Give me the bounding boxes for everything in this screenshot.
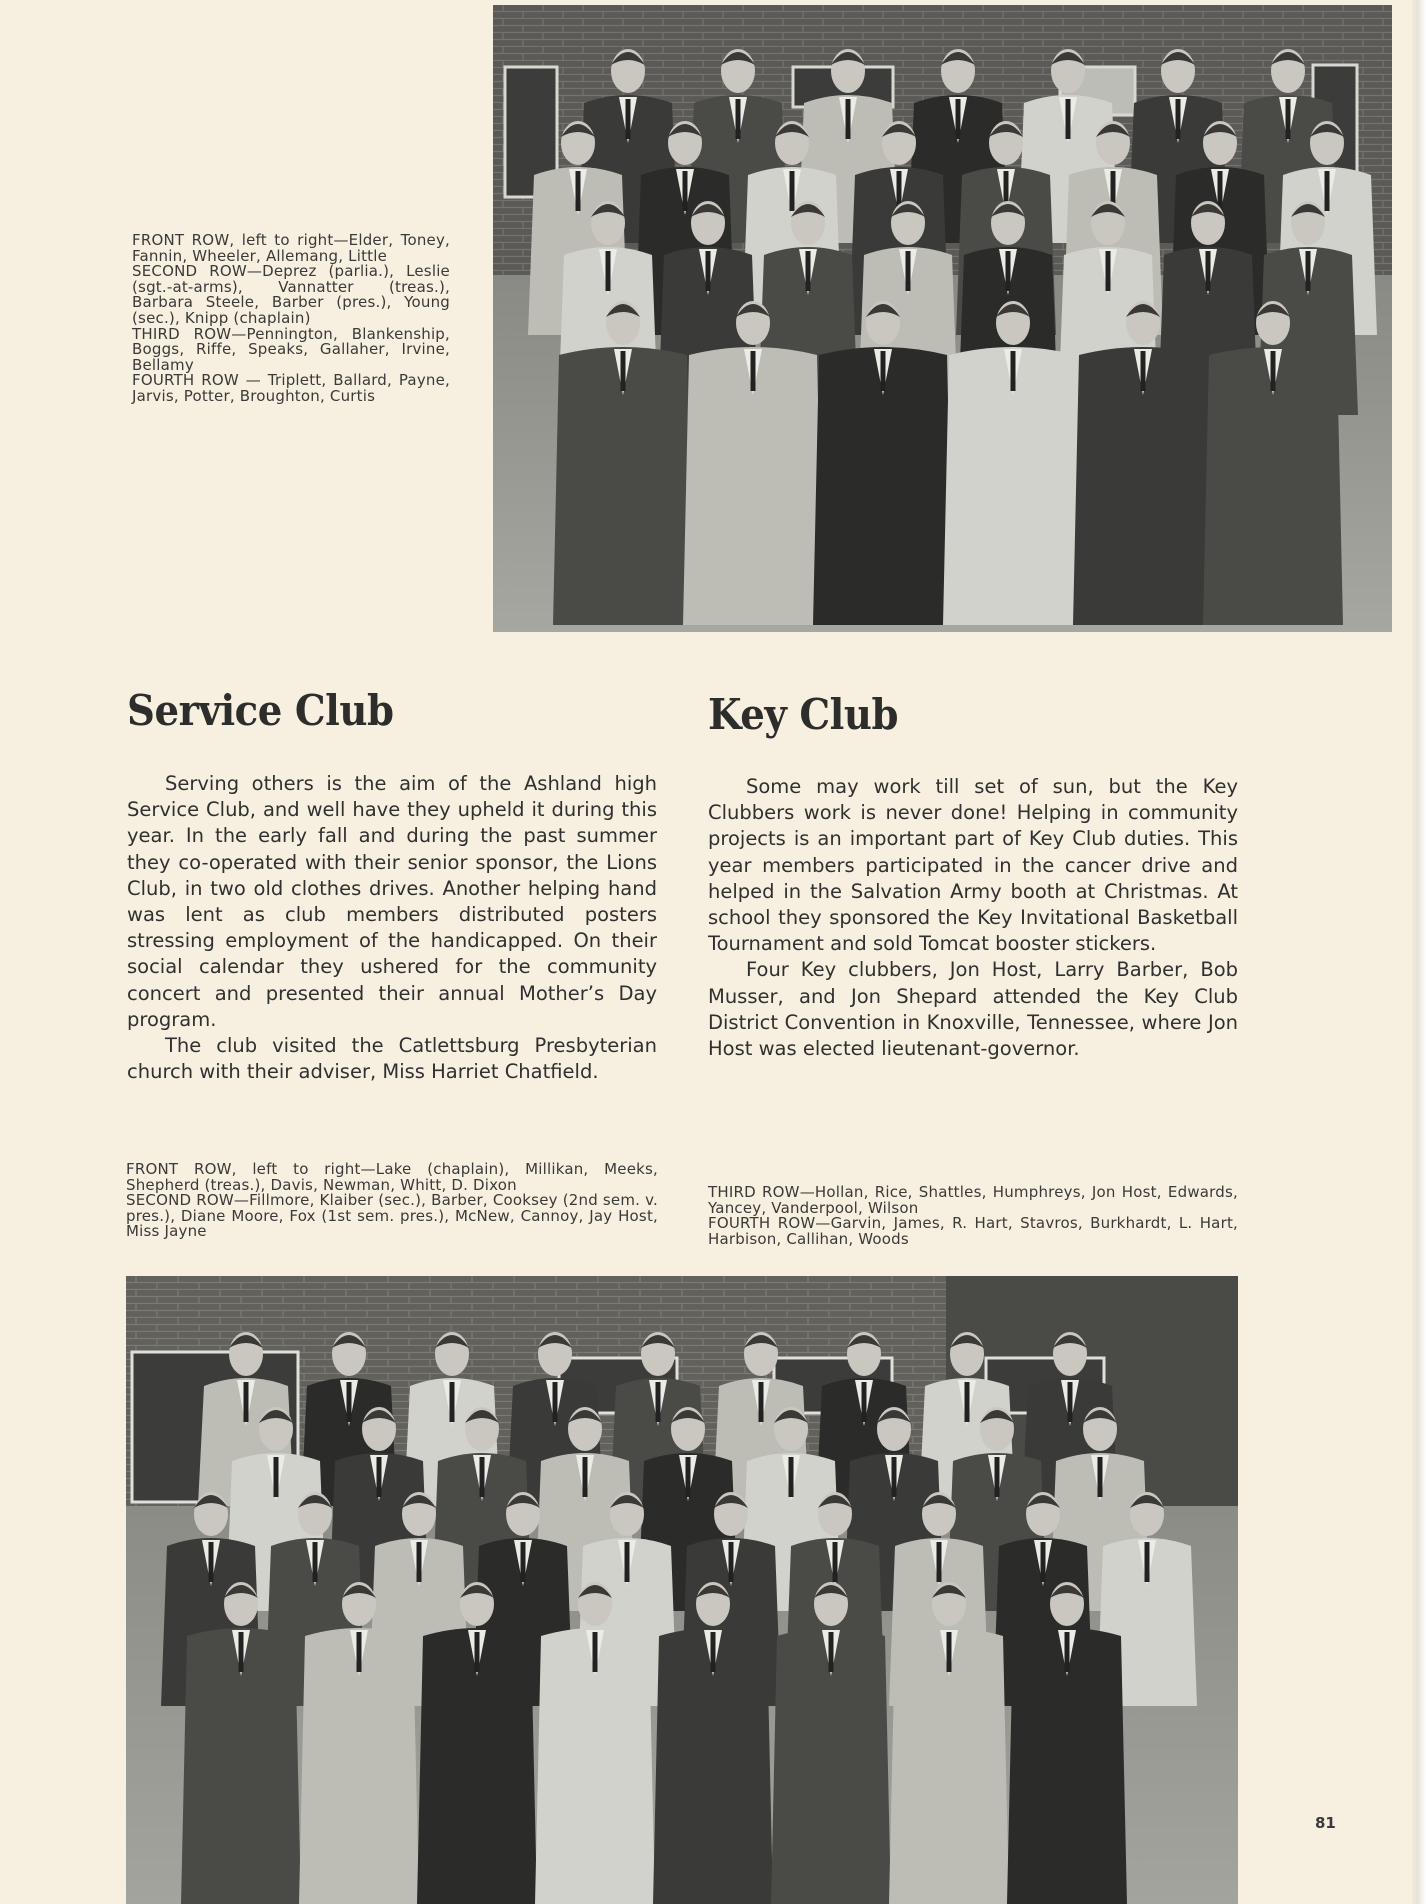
page-edge bbox=[1412, 0, 1426, 1904]
person-tie bbox=[626, 99, 631, 139]
person-tie bbox=[706, 251, 711, 291]
person-tie bbox=[357, 1632, 362, 1672]
person-tie bbox=[686, 1457, 691, 1497]
person-tie bbox=[583, 1457, 588, 1497]
service-club-title: Service Club bbox=[127, 686, 394, 735]
person-tie bbox=[1065, 1632, 1070, 1672]
person-tie bbox=[1286, 99, 1291, 139]
person-tie bbox=[1306, 251, 1311, 291]
person-tie bbox=[789, 1457, 794, 1497]
person-tie bbox=[947, 1632, 952, 1672]
person-tie bbox=[995, 1457, 1000, 1497]
person-tie bbox=[480, 1457, 485, 1497]
caption-third-row: THIRD ROW—Hollan, Rice, Shattles, Humphreys, Jon Host, Edwards, Yancey, Vanderpool, Wilson bbox=[708, 1183, 1238, 1217]
key-club-photo bbox=[126, 1276, 1238, 1904]
person-tie bbox=[656, 1382, 661, 1422]
caption-fourth-row: FOURTH ROW — Triplett, Ballard, Payne, Jarvis, Potter, Broughton, Curtis bbox=[132, 371, 450, 405]
person-tie bbox=[1066, 99, 1071, 139]
key-club-photo-caption-right bbox=[708, 1185, 1238, 1247]
service-club-article bbox=[127, 771, 657, 1085]
person-tie bbox=[1206, 251, 1211, 291]
person-tie bbox=[1145, 1542, 1150, 1582]
person-tie bbox=[274, 1457, 279, 1497]
person-tie bbox=[576, 171, 581, 211]
person-tie bbox=[759, 1382, 764, 1422]
person-tie bbox=[862, 1382, 867, 1422]
key-club-photo-caption-left bbox=[126, 1162, 658, 1240]
person-tie bbox=[833, 1542, 838, 1582]
person-tie bbox=[313, 1542, 318, 1582]
person-tie bbox=[209, 1542, 214, 1582]
service-club-photo-caption bbox=[132, 233, 450, 405]
person-tie bbox=[1325, 171, 1330, 211]
caption-front-row: FRONT ROW, left to right—Lake (chaplain), Millikan, Meeks, Shepherd (treas.), Davis, Newman, Whitt, D. Dixon bbox=[126, 1160, 658, 1194]
person-tie bbox=[892, 1457, 897, 1497]
person-tie bbox=[347, 1382, 352, 1422]
person-tie bbox=[621, 351, 626, 391]
group-photo-graphic bbox=[126, 1276, 1238, 1904]
person-tie bbox=[683, 171, 688, 211]
caption-front-row: FRONT ROW, left to right—Elder, Toney, Fannin, Wheeler, Allemang, Little bbox=[132, 231, 450, 265]
key-club-paragraph: Four Key clubbers, Jon Host, Larry Barber, Bob Musser, and Jon Shepard attended the Key Club District Convention in Knoxville, Tennessee, where Jon Host was elected lieutenant-governor. bbox=[708, 958, 1238, 1061]
person-tie bbox=[625, 1542, 630, 1582]
person-tie bbox=[790, 171, 795, 211]
person-tie bbox=[593, 1632, 598, 1672]
caption-second-row: SECOND ROW—Fillmore, Klaiber (sec.), Barber, Cooksey (2nd sem. v. pres.), Diane Moore, Fox (1st sem. pres.), McNew, Cannoy, Jay Host, Miss Jayne bbox=[126, 1191, 658, 1241]
person-tie bbox=[1041, 1542, 1046, 1582]
key-club-article bbox=[708, 774, 1238, 1062]
person-tie bbox=[829, 1632, 834, 1672]
person-tie bbox=[553, 1382, 558, 1422]
person-tie bbox=[239, 1632, 244, 1672]
person-tie bbox=[417, 1542, 422, 1582]
person-tie bbox=[244, 1382, 249, 1422]
person-tie bbox=[475, 1632, 480, 1672]
key-club-paragraph: Some may work till set of sun, but the Key Clubbers work is never done! Helping in community projects is an important part of Key Club duties. This year members participated in the cancer drive and helped in the Salvation Army booth at Christmas. At school they sponsored the Key Invitational Basketball Tournament and sold Tomcat booster stickers. bbox=[708, 775, 1238, 956]
person-tie bbox=[906, 251, 911, 291]
person-tie bbox=[1271, 351, 1276, 391]
person-tie bbox=[1006, 251, 1011, 291]
person-tie bbox=[965, 1382, 970, 1422]
person-tie bbox=[937, 1542, 942, 1582]
service-club-paragraph: Serving others is the aim of the Ashland high Service Club, and well have they upheld it during this year. In the early fall and during the past summer they co-operated with their senior sponsor, the Lions Club, in two old clothes drives. Another helping hand was lent as club members distributed posters stressing employment of the handicapped. On their social calendar they ushered for the community concert and presented their annual Mother’s Day program. bbox=[127, 772, 657, 1031]
person-tie bbox=[377, 1457, 382, 1497]
person-tie bbox=[729, 1542, 734, 1582]
service-club-paragraph: The club visited the Catlettsburg Presbyterian church with their adviser, Miss Harriet Chatfield. bbox=[127, 1034, 657, 1084]
person-tie bbox=[956, 99, 961, 139]
person-tie bbox=[846, 99, 851, 139]
person-tie bbox=[1176, 99, 1181, 139]
service-club-photo bbox=[493, 5, 1392, 632]
person-tie bbox=[1068, 1382, 1073, 1422]
person-tie bbox=[450, 1382, 455, 1422]
person-tie bbox=[806, 251, 811, 291]
person-tie bbox=[521, 1542, 526, 1582]
person-tie bbox=[1106, 251, 1111, 291]
person-tie bbox=[1218, 171, 1223, 211]
group-photo-graphic bbox=[493, 5, 1392, 632]
page-number: 81 bbox=[1315, 1814, 1336, 1832]
person-tie bbox=[1098, 1457, 1103, 1497]
key-club-title: Key Club bbox=[708, 690, 899, 739]
person-tie bbox=[736, 99, 741, 139]
person-tie bbox=[711, 1632, 716, 1672]
caption-fourth-row: FOURTH ROW—Garvin, James, R. Hart, Stavros, Burkhardt, L. Hart, Harbison, Callihan, Woods bbox=[708, 1214, 1238, 1248]
person-tie bbox=[1141, 351, 1146, 391]
person-tie bbox=[606, 251, 611, 291]
caption-second-row: SECOND ROW—Deprez (parlia.), Leslie (sgt.-at-arms), Vannatter (treas.), Barbara Steele, Barber (pres.), Young (sec.), Knipp (chaplain) bbox=[132, 262, 450, 327]
person-tie bbox=[1011, 351, 1016, 391]
caption-third-row: THIRD ROW—Pennington, Blankenship, Boggs, Riffe, Speaks, Gallaher, Irvine, Bellamy bbox=[132, 324, 450, 374]
person-tie bbox=[751, 351, 756, 391]
person-tie bbox=[881, 351, 886, 391]
